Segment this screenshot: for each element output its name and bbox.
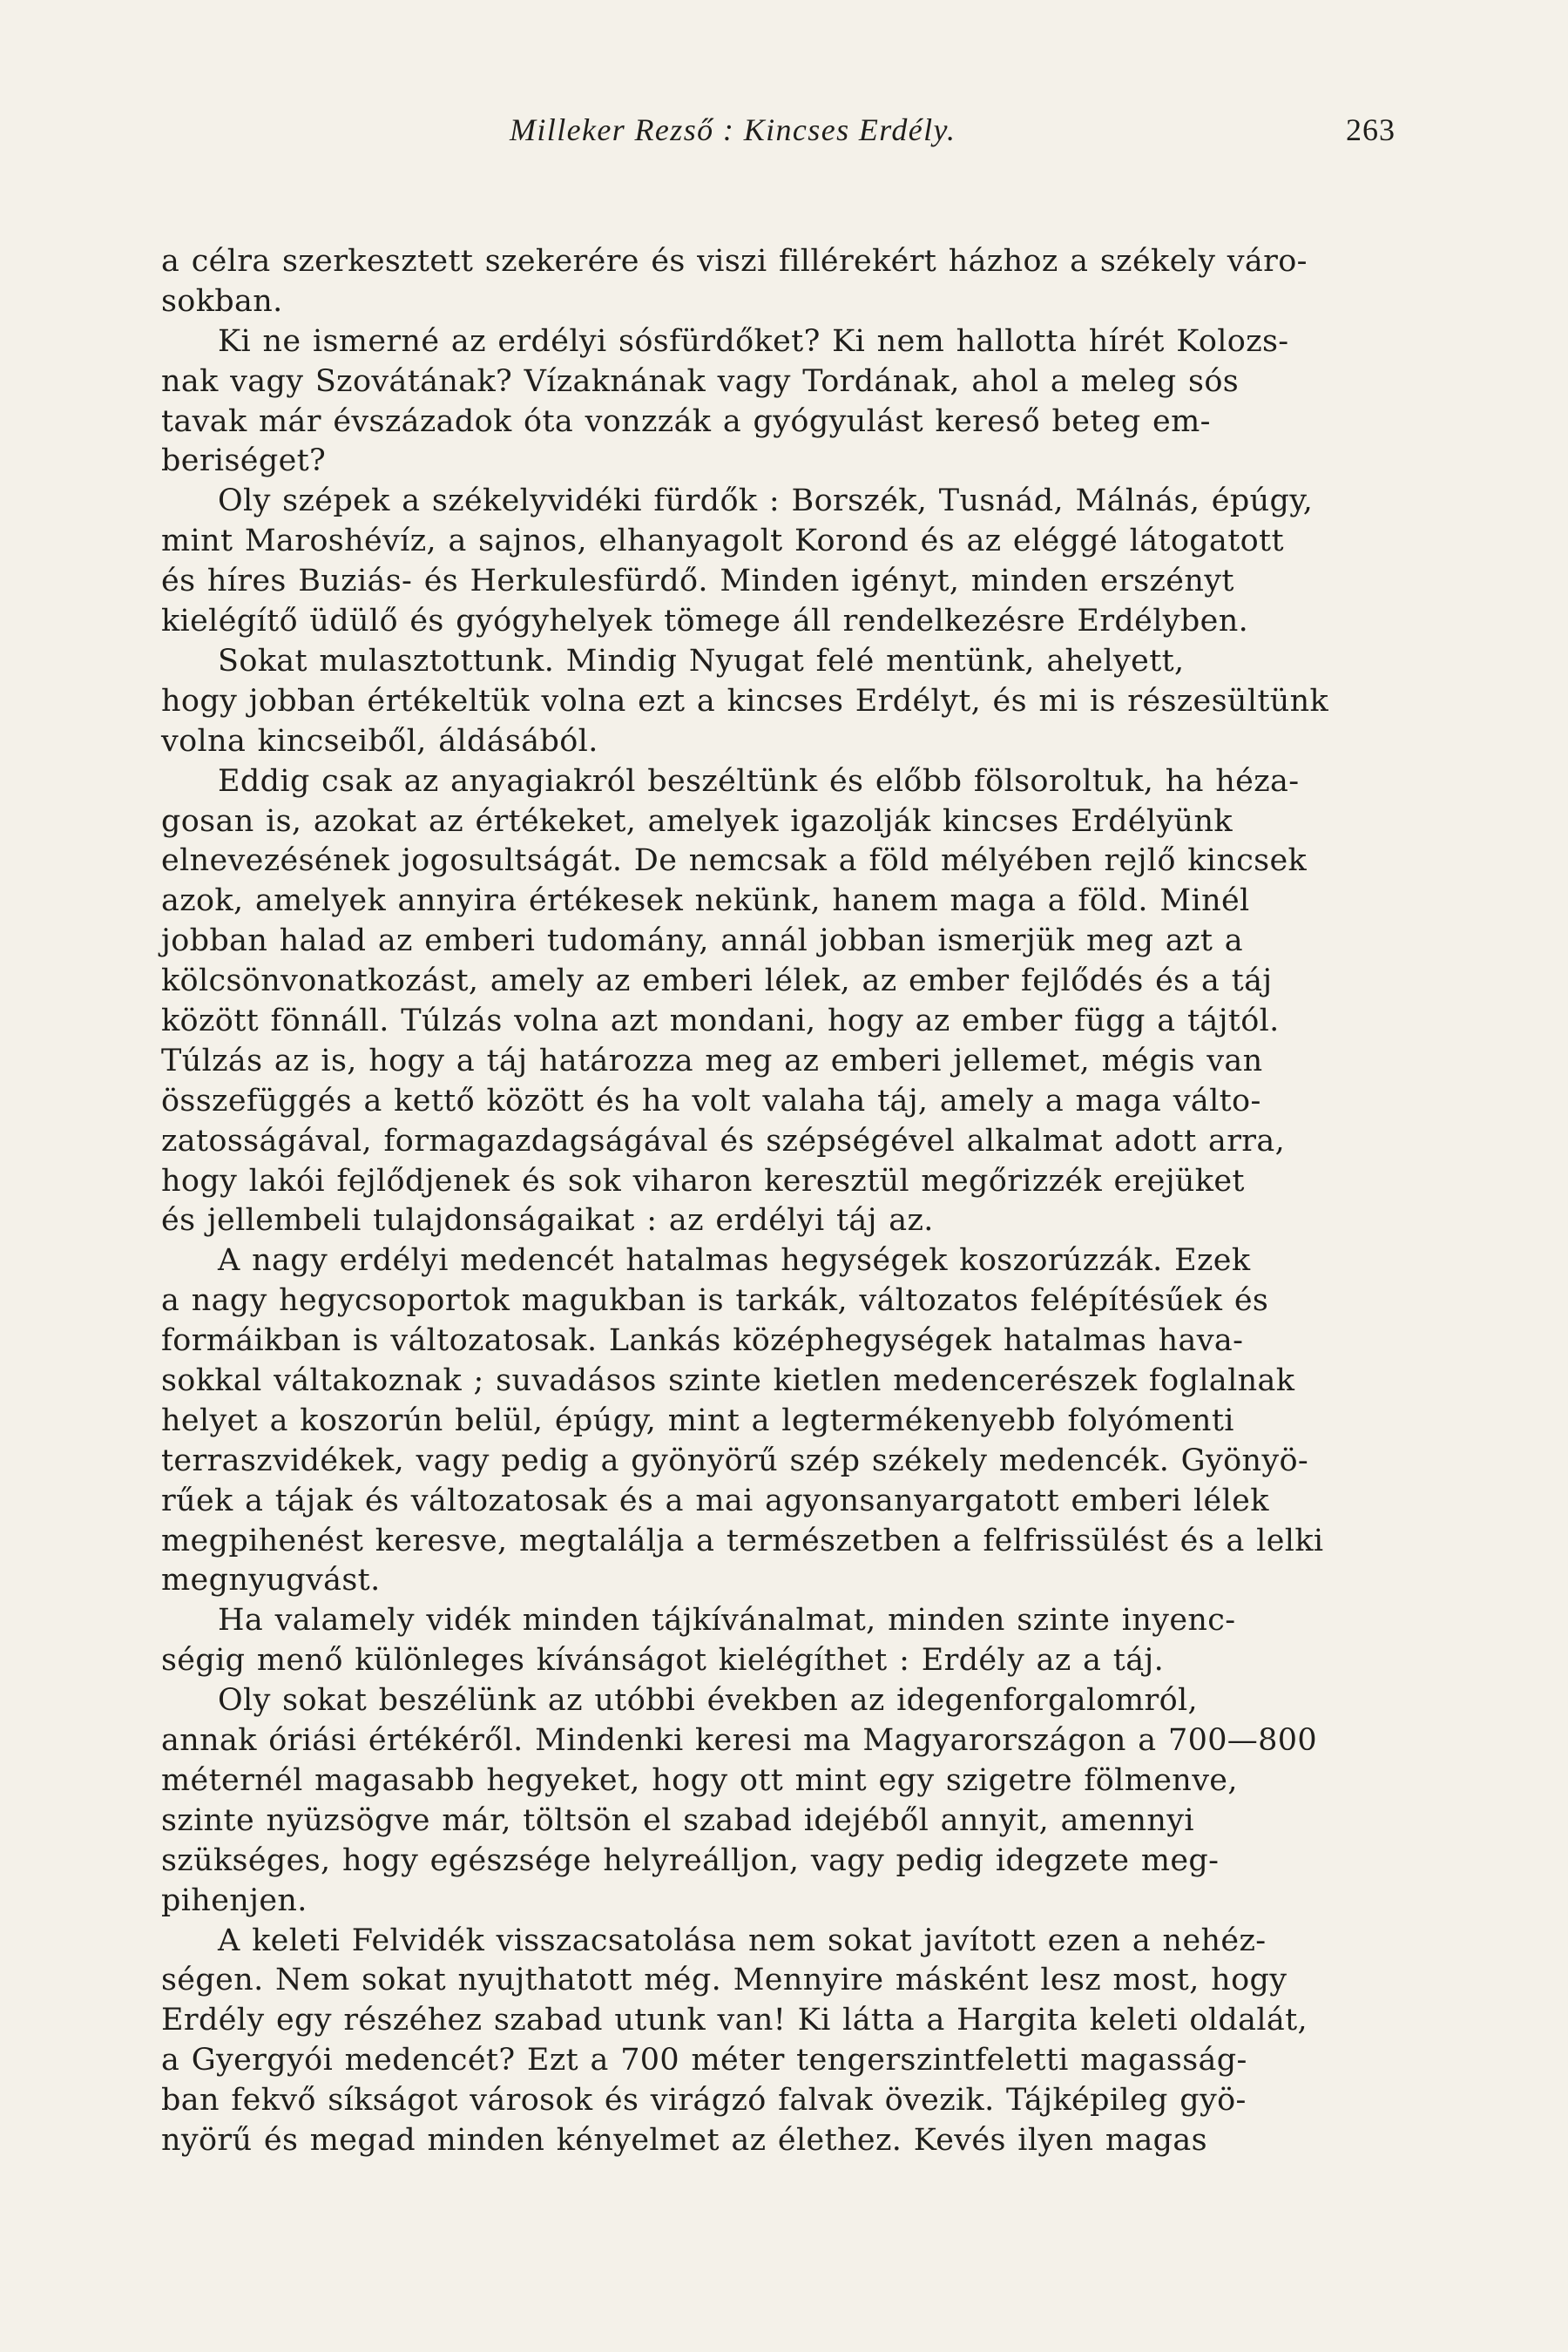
text-line: mint Maroshévíz, a sajnos, elhanyagolt Korond és az eléggé látogatott [161,524,1284,558]
text-line: szinte nyüzsögve már, töltsön el szabad idejéből annyit, amennyi [161,1803,1194,1838]
text-line: nak vagy Szovátának? Vízaknának vagy Tordának, ahol a meleg sós [161,364,1240,399]
text-line: A keleti Felvidék visszacsatolása nem sokat javított ezen a nehéz- [218,1923,1267,1958]
text-line: Ki ne ismerné az erdélyi sósfürdőket? Ki nem hallotta hírét Kolozs- [218,324,1289,359]
text-line: és jellembeli tulajdonságaikat : az erdélyi táj az. [161,1203,934,1238]
text-line: kielégítő üdülő és gyógyhelyek tömege áll rendelkezésre Erdélyben. [161,604,1249,639]
text-line: jobban halad az emberi tudomány, annál jobban ismerjük meg azt a [161,923,1243,958]
text-line: a Gyergyói medencét? Ezt a 700 méter tengerszintfeletti magasság- [161,2043,1247,2078]
text-line: ségen. Nem sokat nyujthatott még. Mennyire másként lesz most, hogy [161,1963,1288,1997]
text-line: méternél magasabb hegyeket, hogy ott mint egy szigetre fölmenve, [161,1763,1238,1798]
text-line: volna kincseiből, áldásából. [161,724,598,759]
text-line: Sokat mulasztottunk. Mindig Nyugat felé mentünk, ahelyett, [218,644,1185,679]
page-number: 263 [1346,112,1396,147]
text-line: terraszvidékek, vagy pedig a gyönyörű szép székely medencék. Gyönyö- [161,1443,1309,1478]
text-line: Erdély egy részéhez szabad utunk van! Ki látta a Hargita keleti oldalát, [161,2003,1308,2038]
text-line: sokkal váltakoznak ; suvadásos szinte kietlen medencerészek foglalnak [161,1363,1295,1398]
text-line: és híres Buziás- és Herkulesfürdő. Minden igényt, minden erszényt [161,564,1234,598]
running-head: Milleker Rezső : Kincses Erdély. [510,112,956,147]
text-line: szükséges, hogy egészsége helyreálljon, vagy pedig idegzete meg- [161,1843,1220,1878]
text-line: azok, amelyek annyira értékesek nekünk, hanem maga a föld. Minél [161,883,1250,918]
text-line: Túlzás az is, hogy a táj határozza meg az emberi jellemet, mégis van [161,1044,1263,1078]
text-line: annak óriási értékéről. Mindenki keresi ma Magyarországon a 700—800 [161,1723,1318,1758]
text-line: hogy lakói fejlődjenek és sok viharon keresztül megőrizzék erejüket [161,1164,1245,1199]
text-line: gosan is, azokat az értékeket, amelyek igazolják kincses Erdélyünk [161,804,1233,839]
text-line: nyörű és megad minden kényelmet az élethez. Kevés ilyen magas [161,2123,1207,2158]
text-line: ban fekvő síkságot városok és virágzó falvak övezik. Tájképileg gyö- [161,2083,1247,2118]
text-line: között fönnáll. Túlzás volna azt mondani, hogy az ember függ a tájtól. [161,1004,1280,1038]
text-line: Oly sokat beszélünk az utóbbi években az idegenforgalomról, [218,1683,1199,1718]
text-line: A nagy erdélyi medencét hatalmas hegységek koszorúzzák. Ezek [218,1243,1251,1278]
text-line: Eddig csak az anyagiakról beszéltünk és előbb fölsoroltuk, ha héza- [218,764,1300,799]
text-line: ségig menő különleges kívánságot kielégíthet : Erdély az a táj. [161,1643,1165,1678]
text-line: hogy jobban értékeltük volna ezt a kincses Erdélyt, és mi is részesültünk [161,684,1329,719]
text-line: zatosságával, formagazdagságával és szépségével alkalmat adott arra, [161,1124,1286,1159]
text-line: beriséget? [161,443,327,478]
text-line: a nagy hegycsoportok magukban is tarkák, változatos felépítésűek és [161,1283,1269,1318]
text-line: összefüggés a kettő között és ha volt valaha táj, amely a maga válto- [161,1084,1261,1119]
text-line: formáikban is változatosak. Lankás középhegységek hatalmas hava- [161,1323,1244,1358]
body-text [161,0,1433,2352]
text-line: megnyugvást. [161,1563,381,1598]
text-line: Ha valamely vidék minden tájkívánalmat, minden szinte inyenc- [218,1603,1236,1638]
text-line: rűek a tájak és változatosak és a mai agyonsanyargatott emberi lélek [161,1484,1269,1518]
text-line: kölcsönvonatkozást, amely az emberi lélek, az ember fejlődés és a táj [161,963,1273,998]
text-line: sokban. [161,284,283,319]
text-line: helyet a koszorún belül, épúgy, mint a legtermékenyebb folyómenti [161,1403,1234,1438]
text-line: megpihenést keresve, megtalálja a természetben a felfrissülést és a lelki [161,1524,1324,1558]
text-line: Oly szépek a székelyvidéki fürdők : Borszék, Tusnád, Málnás, épúgy, [218,483,1314,518]
text-line: tavak már évszázadok óta vonzzák a gyógyulást kereső beteg em- [161,404,1211,439]
text-line: a célra szerkesztett szekerére és viszi fillérekért házhoz a székely váro- [161,244,1308,279]
text-line: pihenjen. [161,1883,308,1918]
text-line: elnevezésének jogosultságát. De nemcsak a föld mélyében rejlő kincsek [161,843,1308,878]
